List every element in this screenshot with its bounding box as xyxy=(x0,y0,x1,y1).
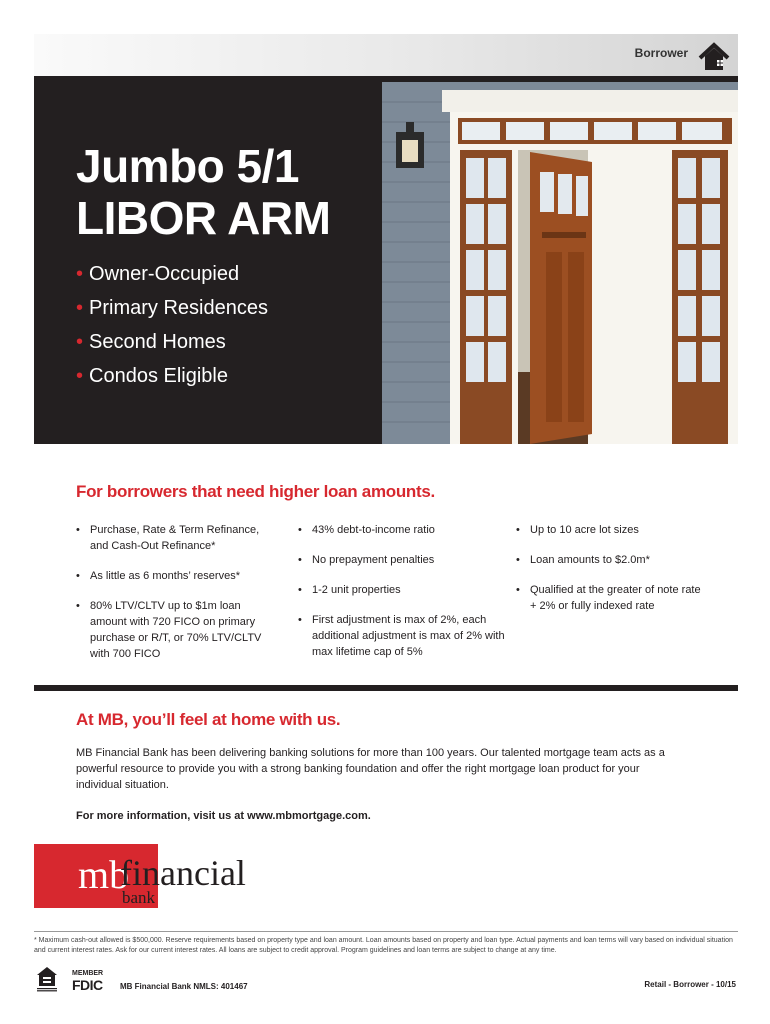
logo-bank: bank xyxy=(122,888,156,907)
disclaimer-footnote: * Maximum cash-out allowed is $500,000. Reserve requirements based on property type and loan amount. Loan amounts based on property and loan type. Actual payments and loan terms will vary based on individual situation and current interest rates. Ask for our current interest rates. All loans are subject to credit approval. Program guidelines and loan terms are subject to change at any time. xyxy=(34,937,733,954)
section-divider xyxy=(34,685,738,691)
list-item: • Qualified at the greater of note rate + 2% or fully indexed rate xyxy=(516,582,706,614)
feature-item: • Owner-Occupied xyxy=(76,263,240,285)
about-paragraph: MB Financial Bank has been delivering banking solutions for more than 100 years. Our talented mortgage team acts as a powerful resource to provide you with a strong banking foundation and offer the right mortgage loan product for your individual situation. xyxy=(76,747,665,791)
feature-item: • Second Homes xyxy=(76,331,226,353)
section-heading-loan-amounts: For borrowers that need higher loan amounts. xyxy=(76,482,435,501)
list-item: • Loan amounts to $2.0m* xyxy=(516,552,706,568)
logo-mb: mb xyxy=(78,852,130,897)
header-bar xyxy=(34,34,738,76)
features-column-2 xyxy=(298,522,508,674)
list-item: • No prepayment penalties xyxy=(298,552,508,568)
page-title xyxy=(76,140,330,244)
fdic-label: FDIC xyxy=(72,977,103,993)
fdic-member-label: MEMBER xyxy=(72,970,104,977)
title-line-2: LIBOR ARM xyxy=(76,192,331,244)
list-item: • First adjustment is max of 2%, each additional adjustment is max of 2% with max lifetime cap of 5% xyxy=(298,612,508,660)
document-code: Retail - Borrower - 10/15 xyxy=(644,980,736,989)
feature-list xyxy=(76,262,268,398)
list-item: • 43% debt-to-income ratio xyxy=(298,522,508,538)
list-item: • Up to 10 acre lot sizes xyxy=(516,522,706,538)
feature-item: • Primary Residences xyxy=(76,297,268,319)
audience-tag: Borrower xyxy=(634,46,688,60)
logo-financial: financial xyxy=(120,853,246,893)
equal-housing-lender-icon xyxy=(36,966,58,992)
title-line-1: Jumbo 5/1 xyxy=(76,140,300,192)
front-door-photo xyxy=(382,82,738,444)
nmls-number: MB Financial Bank NMLS: 401467 xyxy=(120,982,248,991)
list-item: • As little as 6 months’ reserves* xyxy=(76,568,276,584)
house-icon xyxy=(698,40,730,72)
list-item: • 1-2 unit properties xyxy=(298,582,508,598)
mb-financial-logo xyxy=(34,844,244,912)
features-column-3 xyxy=(516,522,706,628)
section-heading-home: At MB, you’ll feel at home with us. xyxy=(76,710,341,729)
more-info-text: For more information, visit us at www.mbmortgage.com. xyxy=(76,810,371,822)
list-item: • Purchase, Rate & Term Refinance, and Cash-Out Refinance* xyxy=(76,522,276,554)
features-column-1 xyxy=(76,522,276,676)
fdic-logo xyxy=(72,970,103,992)
list-item: • 80% LTV/CLTV up to $1m loan amount with 720 FICO on primary purchase or R/T, or 70% LTV/CLTV with 700 FICO xyxy=(76,598,276,662)
footnote-divider xyxy=(34,931,738,932)
hero-banner xyxy=(34,76,738,444)
feature-item: • Condos Eligible xyxy=(76,365,228,387)
